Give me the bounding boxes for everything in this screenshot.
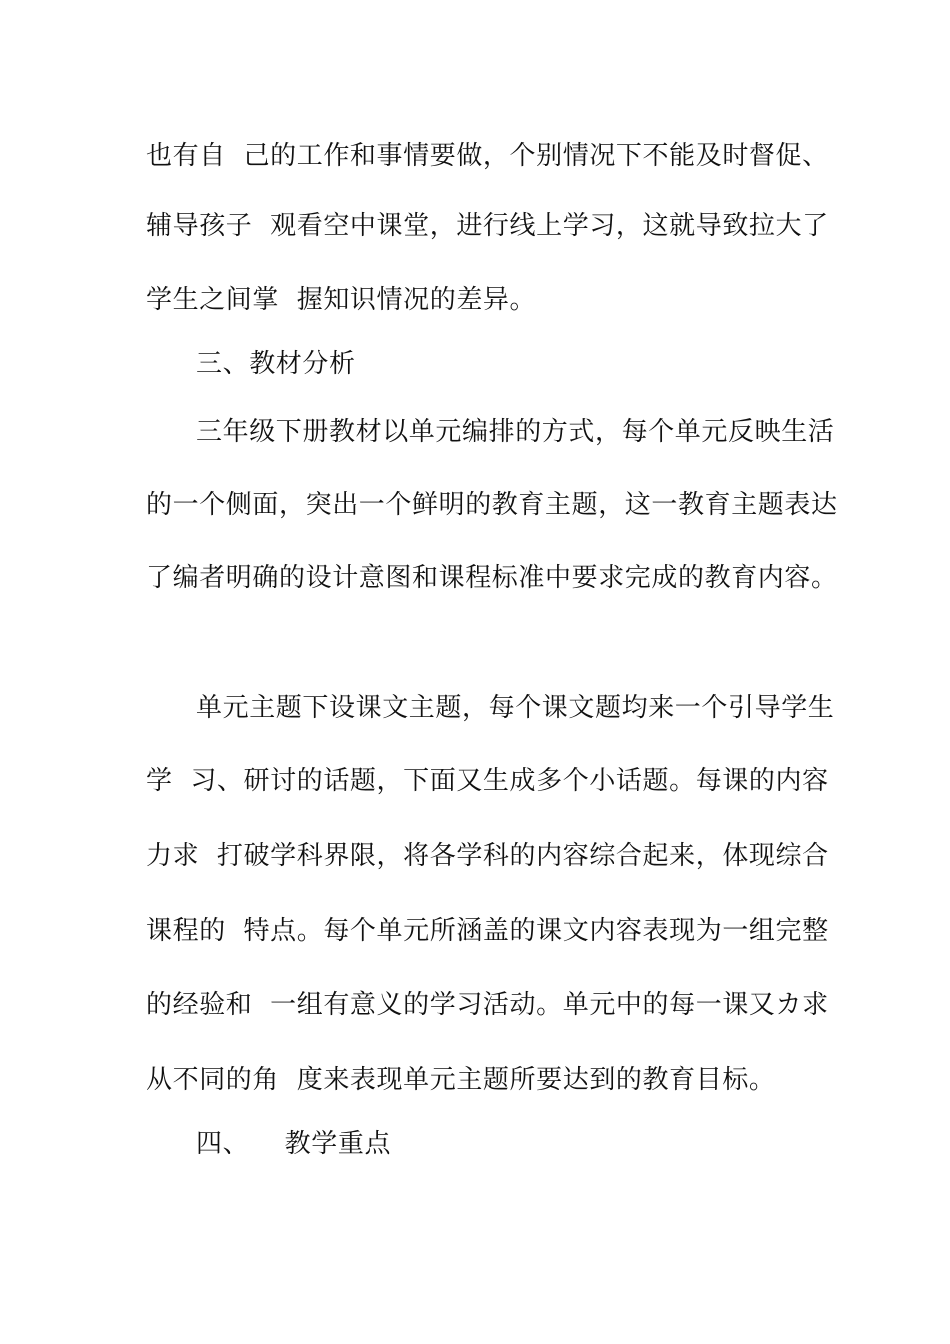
body-text-line: 学生之间掌 握知识情况的差异。: [146, 285, 537, 315]
section-heading-3: 三、教材分析: [196, 349, 356, 379]
body-text-line: 也有自 己的工作和事情要做，个别情况下不能及时督促、: [146, 141, 829, 171]
body-text-line: 辅导孩子 观看空中课堂，进行线上学习，这就导致拉大了: [146, 211, 829, 241]
body-text-line: 课程的 特点。每个单元所涵盖的课文内容表现为一组完整: [146, 916, 829, 946]
body-text-line: 力求 打破学科界限，将各学科的内容综合起来，体现综合: [146, 841, 829, 871]
body-text-line: 三年级下册教材以单元编排的方式，每个单元反映生活: [196, 417, 835, 447]
body-text-line: 了编者明确的设计意图和课程标准中要求完成的教育内容。: [146, 563, 838, 593]
section-heading-4: 四、 教学重点: [196, 1129, 392, 1159]
body-text-line: 学 习、研讨的话题，下面又生成多个小话题。每课的内容: [146, 766, 829, 796]
body-text-line: 的经验和 一组有意义的学习活动。单元中的每一课又カ求: [146, 990, 829, 1020]
body-text-line: 从不同的角 度来表现单元主题所要达到的教育目标。: [146, 1065, 776, 1095]
body-text-line: 的一个侧面，突出一个鲜明的教育主题，这一教育主题表达: [146, 490, 838, 520]
body-text-line: 单元主题下设课文主题，每个课文题均来一个引导学生: [196, 693, 835, 723]
